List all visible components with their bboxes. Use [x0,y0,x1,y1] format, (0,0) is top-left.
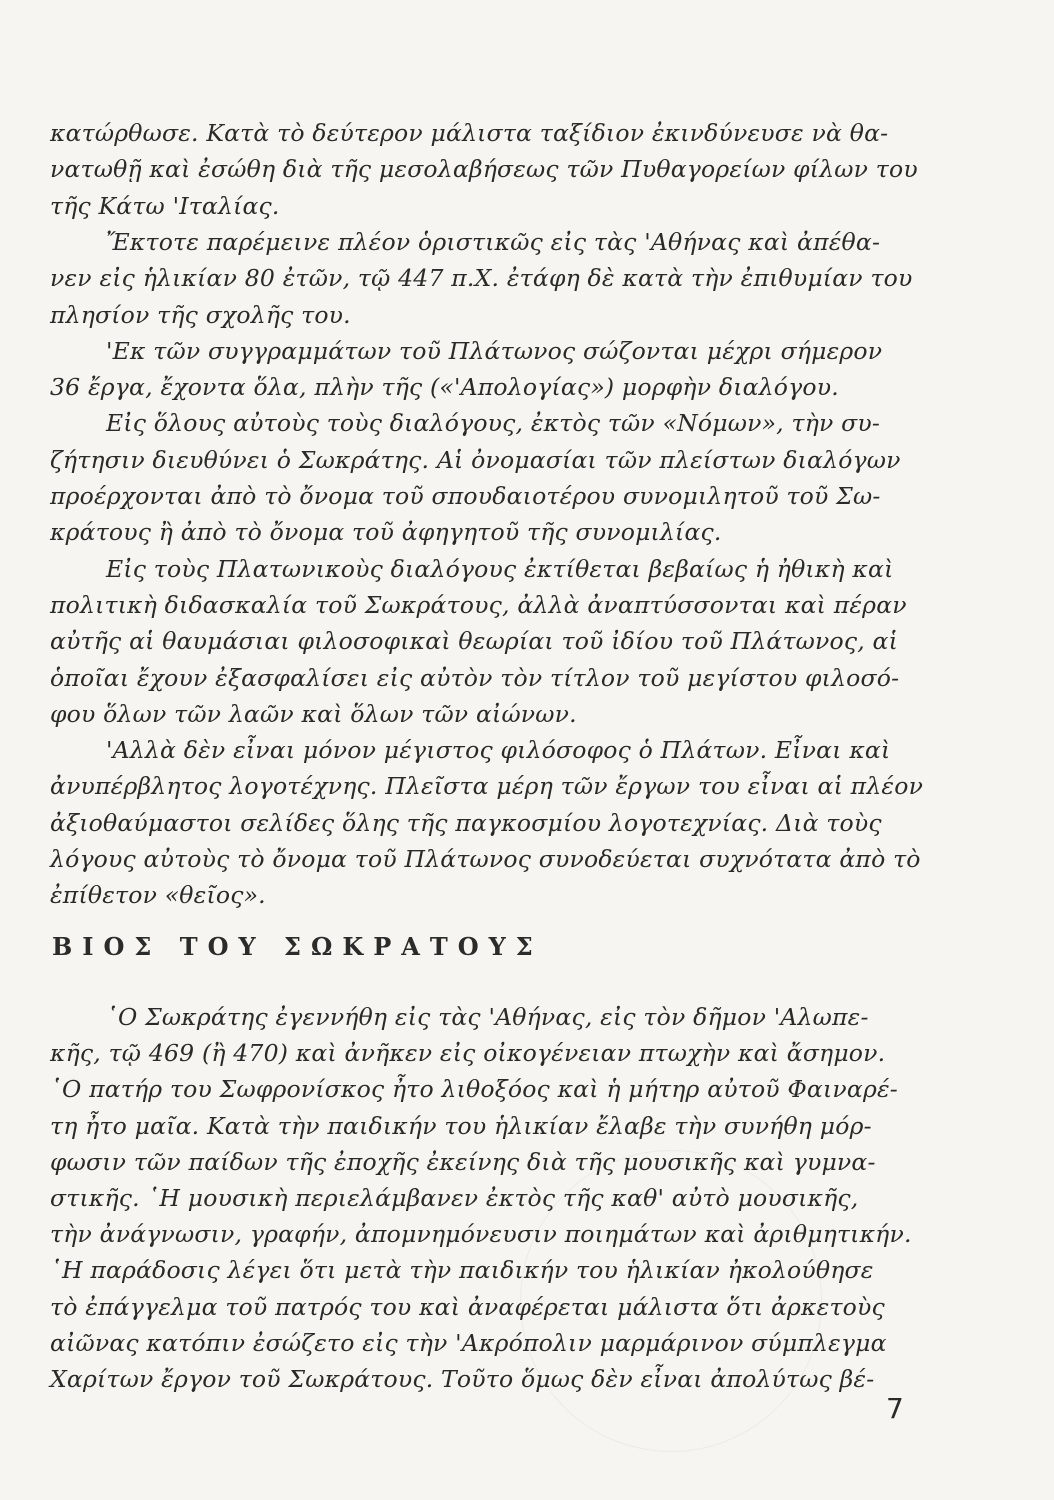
text-line: τὸ ἐπάγγελμα τοῦ πατρός του καὶ ἀναφέρεται μάλιστα ὅτι ἀρκετοὺς [50,1292,885,1321]
text-line: προέρχονται ἀπὸ τὸ ὄνομα τοῦ σπουδαιοτέρου συνομιλητοῦ τοῦ Σω- [50,482,881,510]
section-heading: ΒΙΟΣ ΤΟΥ ΣΩΚΡΑΤΟΥΣ [52,932,543,961]
text-line: 'Εκ τῶν συγγραμμάτων τοῦ Πλάτωνος σώζονται μέχρι σήμερον [106,336,883,365]
text-line: Χαρίτων ἔργον τοῦ Σωκράτους. Τοῦτο ὅμως δὲν εἶναι ἀπολύτως βέ- [50,1365,875,1393]
text-line: κῆς, τῷ 469 (ἢ 470) καὶ ἀνῆκεν εἰς οἰκογένειαν πτωχὴν καὶ ἄσημον. [50,1039,886,1068]
text-line: φωσιν τῶν παίδων τῆς ἐποχῆς ἐκείνης διὰ τῆς μουσικῆς καὶ γυμνα- [50,1147,876,1176]
text-line: λόγους αὐτοὺς τὸ ὄνομα τοῦ Πλάτωνος συνοδεύεται συχνότατα ἀπὸ τὸ [50,845,921,873]
text-line: φου ὅλων τῶν λαῶν καὶ ὅλων τῶν αἰώνων. [50,699,577,728]
text-line: τὴν ἀνάγνωσιν, γραφήν, ἀπομνημόνευσιν ποιημάτων καὶ ἀριθμητικήν. [50,1220,912,1249]
text-line: ζήτησιν διευθύνει ὁ Σωκράτης. Αἱ ὀνομασίαι τῶν πλείστων διαλόγων [50,445,901,474]
text-line: 36 ἔργα, ἔχοντα ὅλα, πλὴν τῆς («'Απολογίας») μορφὴν διαλόγου. [50,373,839,402]
text-line: πλησίον τῆς σχολῆς του. [50,300,351,329]
text-line: τη ἦτο μαῖα. Κατὰ τὴν παιδικήν του ἡλικίαν ἔλαβε τὴν συνήθη μόρ- [50,1111,872,1140]
text-line: Εἰς ὅλους αὐτοὺς τοὺς διαλόγους, ἐκτὸς τῶν «Νόμων», τὴν συ- [106,409,881,438]
page-number: 7 [886,1392,904,1425]
text-line: κατώρθωσε. Κατὰ τὸ δεύτερον μάλιστα ταξίδιον ἐκινδύνευσε νὰ θα- [50,119,889,147]
text-line: 'Αλλὰ δὲν εἶναι μόνον μέγιστος φιλόσοφος ὁ Πλάτων. Εἶναι καὶ [106,736,891,765]
text-line: κράτους ἢ ἀπὸ τὸ ὄνομα τοῦ ἀφηγητοῦ τῆς συνομιλίας. [50,518,722,547]
text-line: πολιτικὴ διδασκαλία τοῦ Σωκράτους, ἀλλὰ ἀναπτύσσονται καὶ πέραν [50,590,907,619]
text-line: τῆς Κάτω 'Ιταλίας. [50,191,280,220]
text-line: Ἔκτοτε παρέμεινε πλέον ὁριστικῶς εἰς τὰς 'Αθήνας καὶ ἀπέθα- [106,227,881,256]
text-line: ἀνυπέρβλητος λογοτέχνης. Πλεῖστα μέρη τῶν ἔργων του εἶναι αἱ πλέον [50,772,924,801]
text-line: στικῆς. ῾Η μουσικὴ περιελάμβανεν ἐκτὸς τῆς καθ' αὐτὸ μουσικῆς, [50,1184,859,1212]
text-line: αἰῶνας κατόπιν ἐσώζετο εἰς τὴν 'Ακρόπολιν μαρμάρινον σύμπλεγμα [50,1328,887,1357]
text-line: νατωθῇ καὶ ἐσώθη διὰ τῆς μεσολαβήσεως τῶν Πυθαγορείων φίλων του [50,155,918,184]
text-line: ῾Η παράδοσις λέγει ὅτι μετὰ τὴν παιδικήν του ἡλικίαν ἠκολούθησε [50,1256,874,1285]
text-line: νεν εἰς ἡλικίαν 80 ἐτῶν, τῷ 447 π.Χ. ἐτάφη δὲ κατὰ τὴν ἐπιθυμίαν του [50,264,913,293]
text-line: αὐτῆς αἱ θαυμάσιαι φιλοσοφικαὶ θεωρίαι τοῦ ἰδίου τοῦ Πλάτωνος, αἱ [50,627,899,656]
text-line: ῾Ο Σωκράτης ἐγεννήθη εἰς τὰς 'Αθήνας, εἰς τὸν δῆμον 'Αλωπε- [106,1003,869,1031]
text-line: ἐπίθετον «θεῖος». [50,881,266,910]
text-line: ἀξιοθαύμαστοι σελίδες ὅλης τῆς παγκοσμίου λογοτεχνίας. Διὰ τοὺς [50,808,882,837]
text-line: Εἰς τοὺς Πλατωνικοὺς διαλόγους ἐκτίθεται βεβαίως ἡ ἠθικὴ καὶ [106,554,894,583]
text-line: ῾Ο πατήρ του Σωφρονίσκος ἦτο λιθοξόος καὶ ἡ μήτηρ αὐτοῦ Φαιναρέ- [50,1075,898,1104]
text-line: ὁποῖαι ἔχουν ἐξασφαλίσει εἰς αὐτὸν τὸν τίτλον τοῦ μεγίστου φιλοσό- [50,663,900,692]
